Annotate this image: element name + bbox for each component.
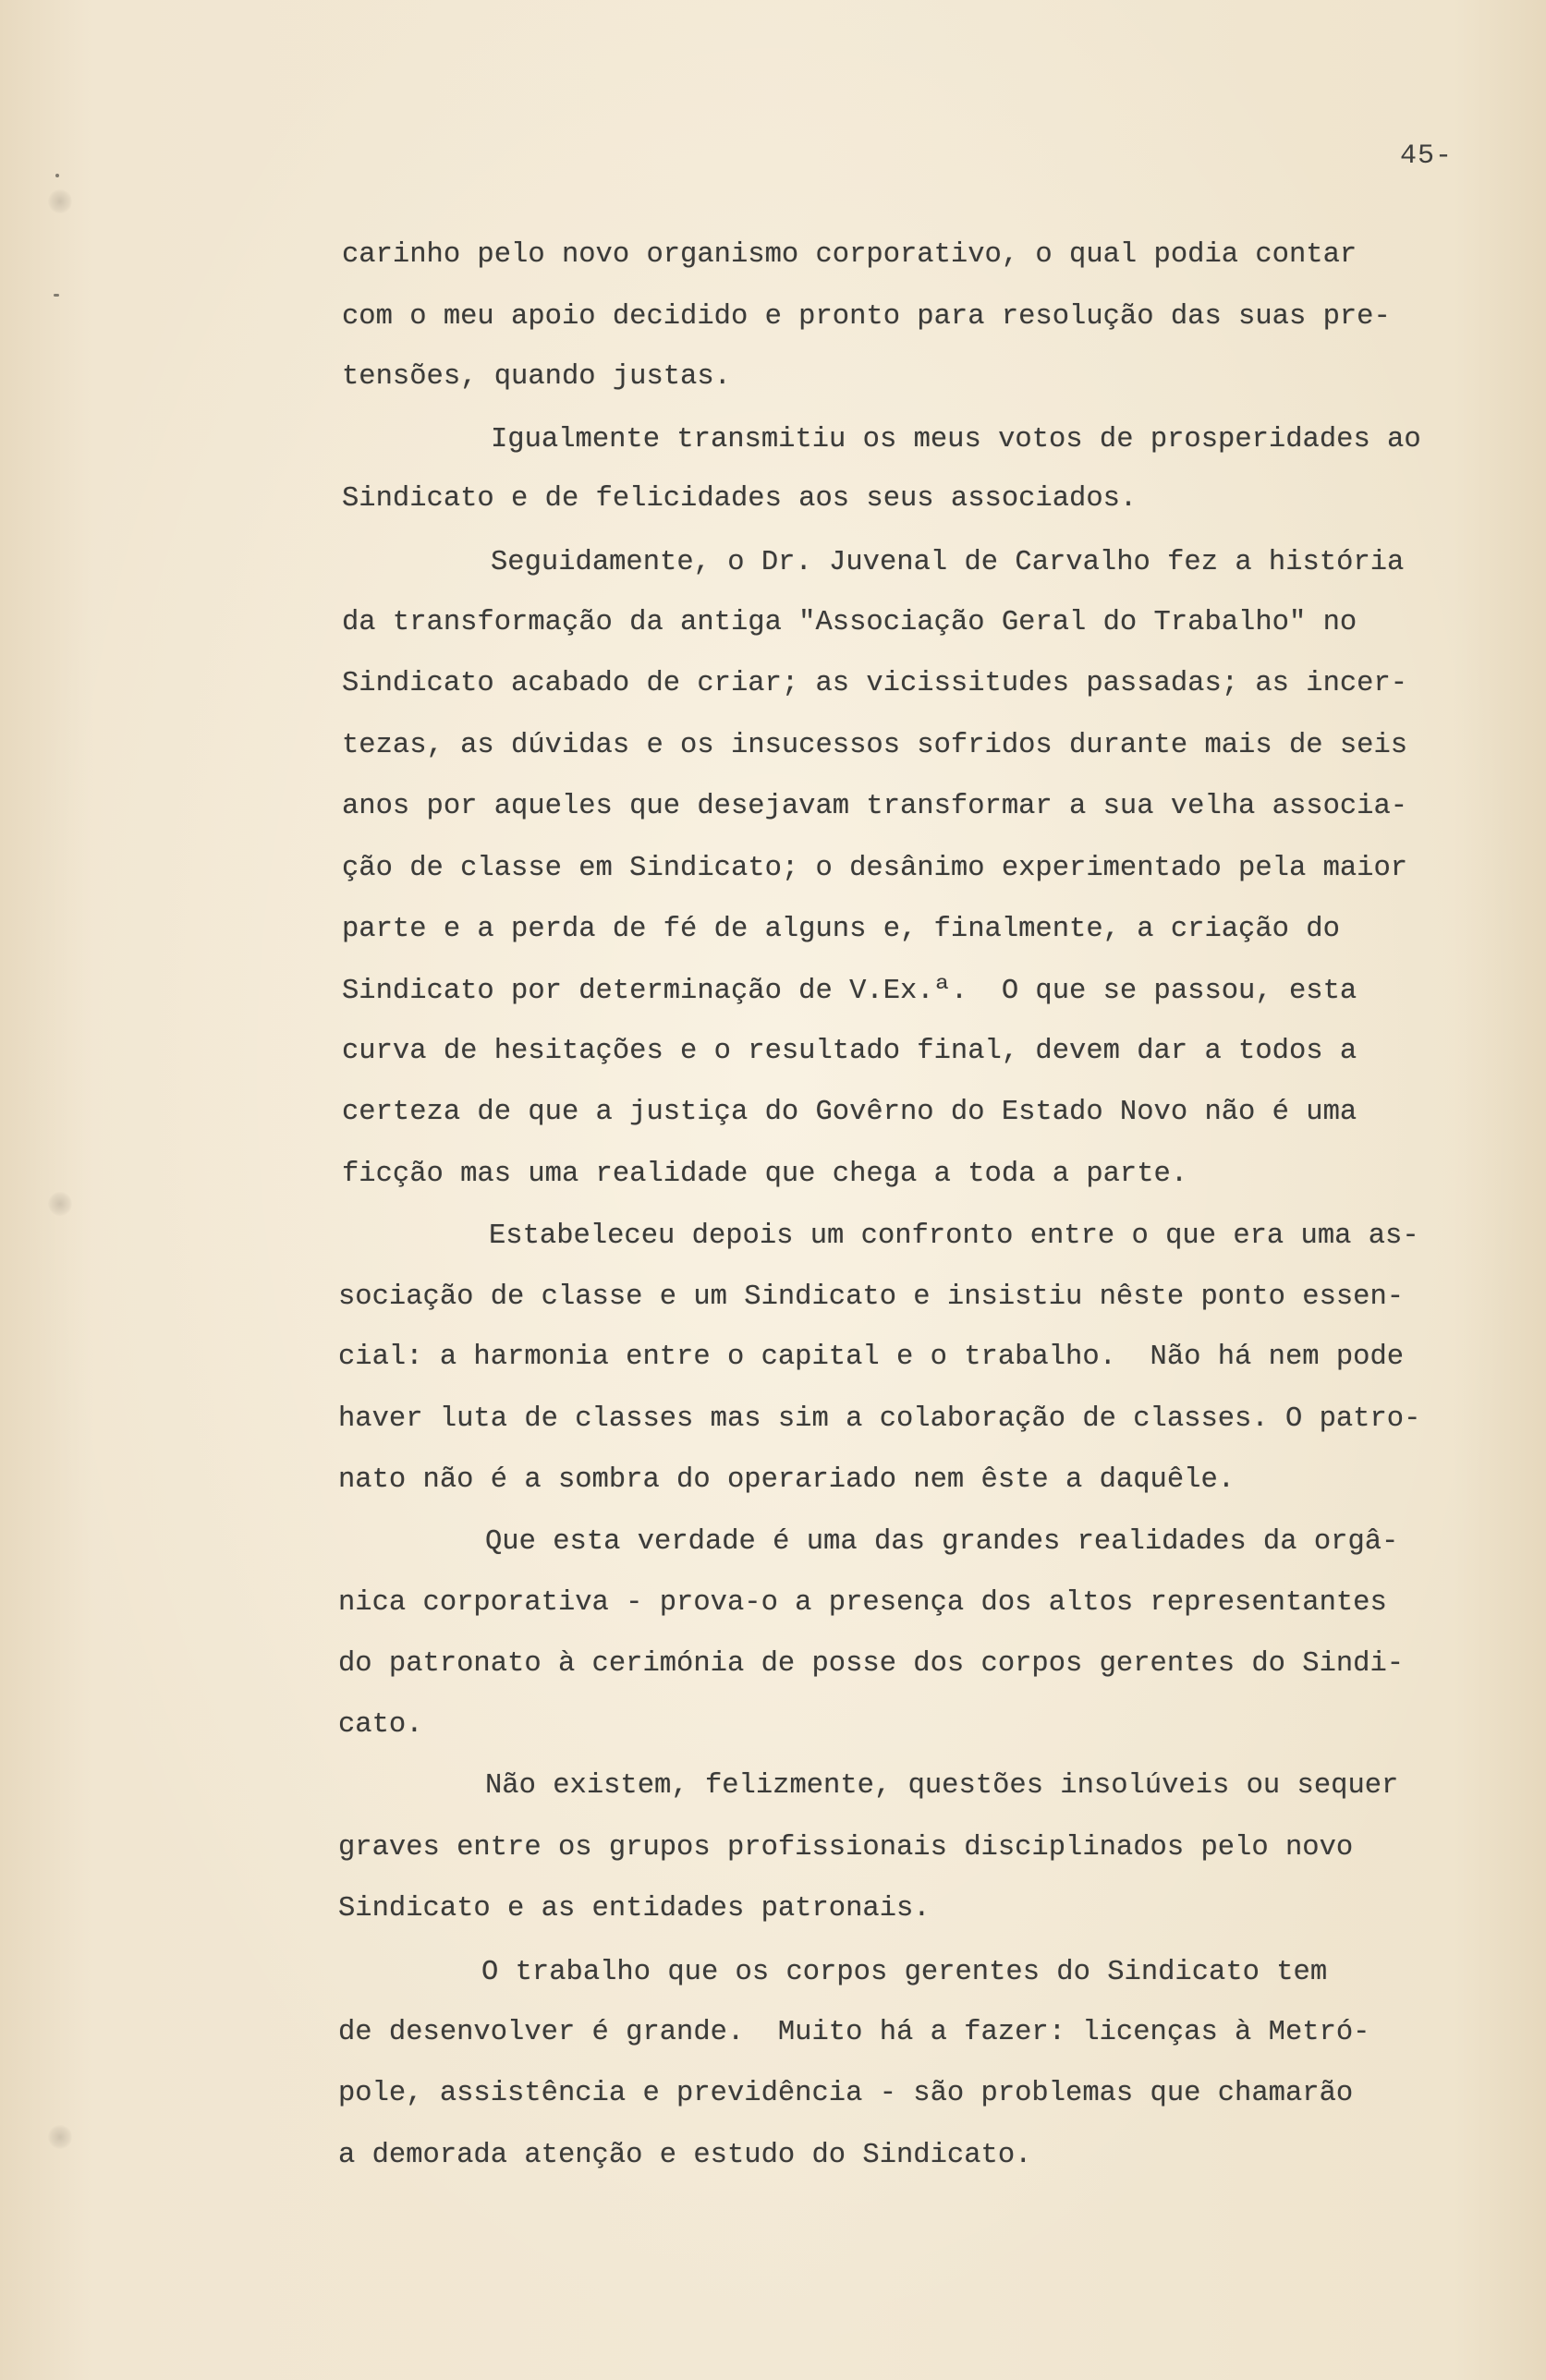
text-line: sociação de classe e um Sindicato e insistiu nêste ponto essen- (338, 1281, 1405, 1313)
text-line: tensões, quando justas. (342, 361, 731, 393)
text-line: certeza de que a justiça do Govêrno do Estado Novo não é uma (342, 1097, 1357, 1128)
text-line: cato. (338, 1709, 423, 1741)
text-line: cial: a harmonia entre o capital e o trabalho. Não há nem pode (338, 1342, 1405, 1373)
text-line: Sindicato acabado de criar; as vicissitudes passadas; as incer- (342, 668, 1408, 699)
text-line: com o meu apoio decidido e pronto para resolução das suas pre- (342, 301, 1391, 333)
text-line: tezas, as dúvidas e os insucessos sofridos durante mais de seis (342, 730, 1408, 761)
text-line: Sindicato por determinação de V.Ex.ª. O que se passou, esta (342, 976, 1357, 1007)
text-line: curva de hesitações e o resultado final, devem dar a todos a (342, 1036, 1357, 1067)
text-line: parte e a perda de fé de alguns e, finalmente, a criação do (342, 914, 1340, 945)
text-line: de desenvolver é grande. Muito há a fazer: licenças à Metró- (338, 2017, 1370, 2048)
text-line: ficção mas uma realidade que chega a toda a parte. (342, 1159, 1188, 1190)
text-line: graves entre os grupos profissionais disciplinados pelo novo (338, 1832, 1354, 1864)
text-line: anos por aqueles que desejavam transformar a sua velha associa- (342, 791, 1408, 822)
text-line: ção de classe em Sindicato; o desânimo experimentado pela maior (342, 853, 1408, 884)
text-line: O trabalho que os corpos gerentes do Sindicato tem (481, 1957, 1328, 1988)
text-line: Seguidamente, o Dr. Juvenal de Carvalho fez a história (491, 547, 1405, 578)
text-line: nica corporativa - prova-o a presença dos altos representantes (338, 1587, 1387, 1619)
text-line: carinho pelo novo organismo corporativo, o qual podia contar (342, 239, 1357, 271)
text-line: a demorada atenção e estudo do Sindicato. (338, 2140, 1032, 2171)
text-line: nato não é a sombra do operariado nem êste a daquêle. (338, 1464, 1236, 1496)
text-line: haver luta de classes mas sim a colaboração de classes. O patro- (338, 1403, 1421, 1435)
text-line: Sindicato e as entidades patronais. (338, 1893, 931, 1925)
text-line: Igualmente transmitiu os meus votos de prosperidades ao (491, 424, 1421, 455)
text-line: Não existem, felizmente, questões insolúveis ou sequer (485, 1770, 1399, 1802)
text-line: do patronato à cerimónia de posse dos corpos gerentes do Sindi- (338, 1648, 1405, 1680)
page-number: 45- (1400, 140, 1454, 172)
text-line: Estabeleceu depois um confronto entre o que era uma as- (489, 1220, 1419, 1252)
text-line: pole, assistência e previdência - são problemas que chamarão (338, 2078, 1354, 2109)
text-line: Sindicato e de felicidades aos seus associados. (342, 483, 1138, 515)
text-line: Que esta verdade é uma das grandes realidades da orgâ- (485, 1526, 1399, 1558)
text-line: da transformação da antiga "Associação Geral do Trabalho" no (342, 607, 1357, 638)
